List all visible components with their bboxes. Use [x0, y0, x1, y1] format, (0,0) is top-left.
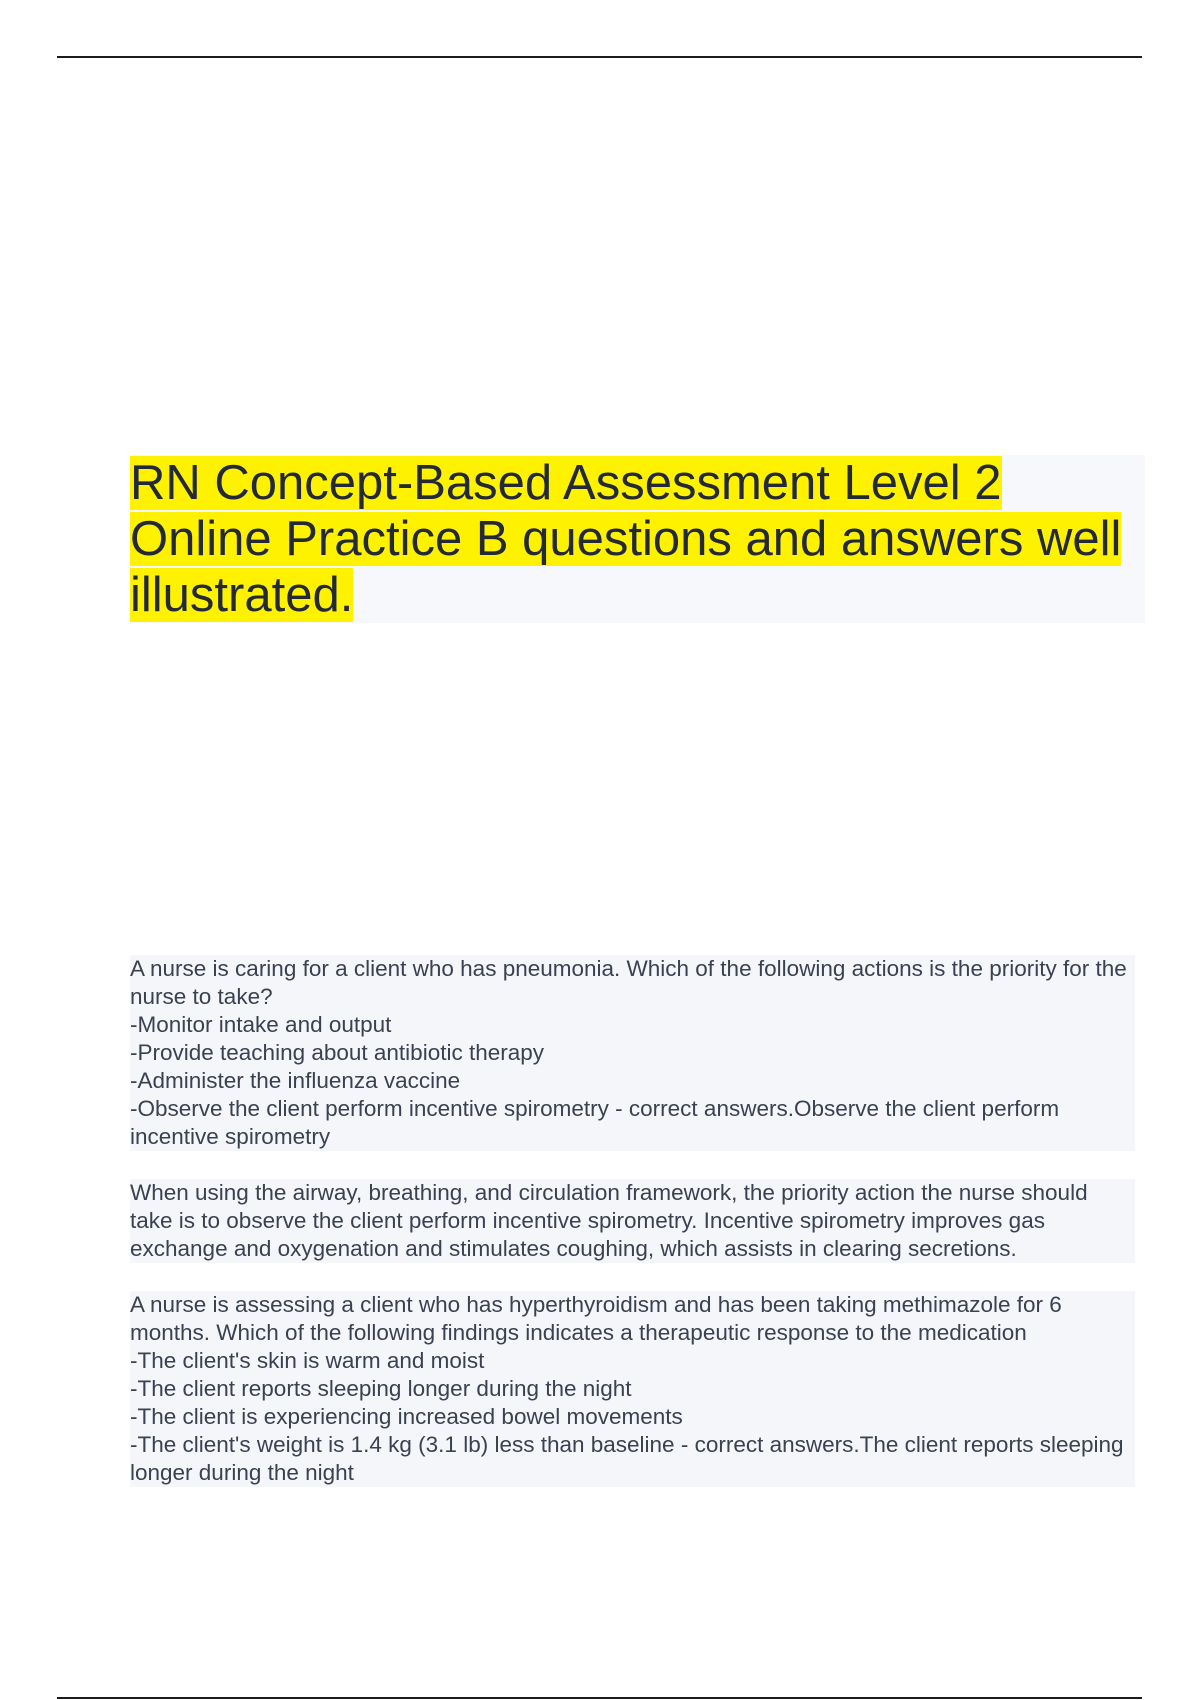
document-title	[130, 455, 1130, 623]
question-2	[130, 1291, 1135, 1487]
answer-option: -Provide teaching about antibiotic therapy	[130, 1040, 545, 1065]
answer-option: -Administer the influenza vaccine	[130, 1068, 461, 1093]
question-text: A nurse is assessing a client who has hyperthyroidism and has been taking methimazole for 6 months. Which of the following findings indicates a therapeutic response to the medication	[130, 1292, 1062, 1345]
answer-option: -The client reports sleeping longer during the night	[130, 1376, 632, 1401]
answer-option-correct: -Observe the client perform incentive spirometry - correct answers.Observe the client perform incentive spirometry	[130, 1096, 1060, 1149]
rationale-text: When using the airway, breathing, and circulation framework, the priority action the nurse should take is to observe the client perform incentive spirometry. Incentive spirometry improves gas exchange and oxygenation and stimulates coughing, which assists in clearing secretions.	[130, 1180, 1088, 1261]
bottom-rule	[57, 1697, 1142, 1699]
rationale-1	[130, 1179, 1135, 1263]
question-text: A nurse is caring for a client who has pneumonia. Which of the following actions is the priority for the nurse to take?	[130, 956, 1127, 1009]
title-block	[130, 455, 1145, 623]
answer-option: -The client is experiencing increased bowel movements	[130, 1404, 683, 1429]
question-1	[130, 955, 1135, 1151]
document-body	[130, 955, 1135, 1515]
answer-option-correct: -The client's weight is 1.4 kg (3.1 lb) less than baseline - correct answers.The client reports sleeping longer during the night	[130, 1432, 1124, 1485]
answer-option: -The client's skin is warm and moist	[130, 1348, 485, 1373]
answer-option: -Monitor intake and output	[130, 1012, 392, 1037]
title-highlight: RN Concept-Based Assessment Level 2 Online Practice B questions and answers well illustrated.	[130, 456, 1122, 622]
top-rule	[57, 56, 1142, 58]
